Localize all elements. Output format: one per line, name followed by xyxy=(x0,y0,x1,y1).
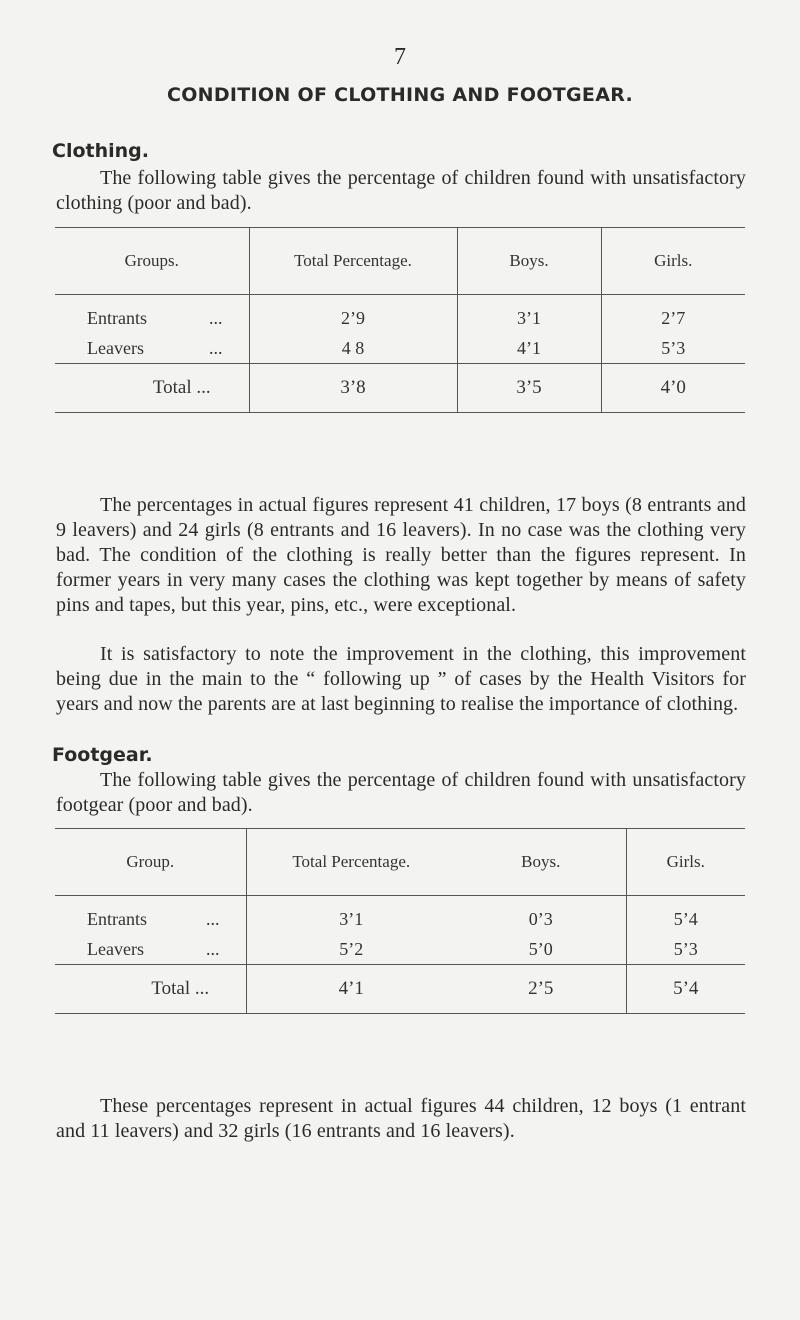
row-label: Entrants xyxy=(87,307,147,328)
row-label-cell xyxy=(55,295,249,334)
footgear-intro: The following table gives the percentage of children found with unsatisfactory footgear (poor and bad). xyxy=(56,769,746,816)
total-cell: 2’9 xyxy=(249,295,457,334)
leader-dots: ... xyxy=(194,978,210,999)
row-label: Leavers xyxy=(87,337,144,358)
total-cell: 4 8 xyxy=(249,333,457,364)
column-header: Total Percentage. xyxy=(249,228,457,295)
row-label-cell xyxy=(55,934,246,965)
clothing-paragraph-1: The percentages in actual figures represent 41 children, 17 boys (8 entrants and 9 leavers) and 24 girls (8 entrants and 16 leavers). In no case was the clothing very bad. The condition of the clothing is really better than the figures represent. In former years in very many cases the clothing was kept together by means of safety pins and tapes, but this year, pins, etc., were exceptional. xyxy=(56,494,746,616)
footgear-paragraph-1: These percentages represent in actual figures 44 children, 12 boys (1 entrant and 11 leavers) and 32 girls (16 entrants and 16 leavers). xyxy=(56,1095,746,1142)
boys-cell: 4’1 xyxy=(457,333,601,364)
table-row xyxy=(55,333,745,364)
table-header-row xyxy=(55,228,745,295)
row-label: Total xyxy=(151,978,191,999)
table-total-row xyxy=(55,364,745,413)
total-cell: 3’8 xyxy=(249,364,457,413)
girls-cell: 5’3 xyxy=(601,333,745,364)
row-label: Entrants xyxy=(87,908,147,929)
boys-cell: 3’1 xyxy=(457,295,601,334)
page-number: 7 xyxy=(394,44,406,70)
table-header-row xyxy=(55,829,745,896)
leader-dots: ... xyxy=(206,938,220,959)
row-label: Total xyxy=(152,377,192,398)
clothing-intro: The following table gives the percentage of children found with unsatisfactory clothing (poor and bad). xyxy=(56,167,746,214)
row-label: Leavers xyxy=(87,938,144,959)
row-label-cell xyxy=(55,333,249,364)
row-label-cell xyxy=(55,965,246,1014)
total-cell: 5’2 xyxy=(246,934,456,965)
boys-cell: 2’5 xyxy=(456,965,626,1014)
column-header: Boys. xyxy=(456,829,626,896)
footgear-table xyxy=(55,828,745,1014)
table-total-row xyxy=(55,965,745,1014)
table-row xyxy=(55,896,745,935)
page-title: CONDITION OF CLOTHING AND FOOTGEAR. xyxy=(166,84,634,106)
girls-cell: 2’7 xyxy=(601,295,745,334)
column-header: Boys. xyxy=(457,228,601,295)
leader-dots: ... xyxy=(209,307,223,328)
girls-cell: 5’4 xyxy=(626,965,745,1014)
clothing-heading: Clothing. xyxy=(52,140,149,162)
table-row xyxy=(55,295,745,334)
boys-cell: 0’3 xyxy=(528,908,553,929)
leader-dots: ... xyxy=(209,337,223,358)
boys-cell: 3’5 xyxy=(457,364,601,413)
table-row xyxy=(55,934,745,965)
column-header: Groups. xyxy=(55,228,249,295)
girls-cell: 4’0 xyxy=(601,364,745,413)
column-header: Group. xyxy=(55,829,246,896)
total-cell: 4’1 xyxy=(246,965,456,1014)
leader-dots: ... xyxy=(206,908,220,929)
leader-dots: ... xyxy=(196,377,211,398)
row-label-cell xyxy=(55,896,246,935)
girls-cell: 5’3 xyxy=(626,934,745,965)
column-header: Girls. xyxy=(626,829,745,896)
footgear-heading: Footgear. xyxy=(52,744,153,766)
boys-cell: 5’0 xyxy=(528,938,553,959)
clothing-table xyxy=(55,227,745,413)
total-cell: 3’1 xyxy=(246,896,456,935)
clothing-paragraph-2: It is satisfactory to note the improvement in the clothing, this improvement being due in the main to the “ following up ” of cases by the Health Visitors for years and now the parents are at last beginning to realise the importance of clothing. xyxy=(56,643,746,715)
row-label-cell xyxy=(55,364,249,413)
column-header: Girls. xyxy=(601,228,745,295)
girls-cell: 5’4 xyxy=(626,896,745,935)
column-header: Total Percentage. xyxy=(246,829,456,896)
